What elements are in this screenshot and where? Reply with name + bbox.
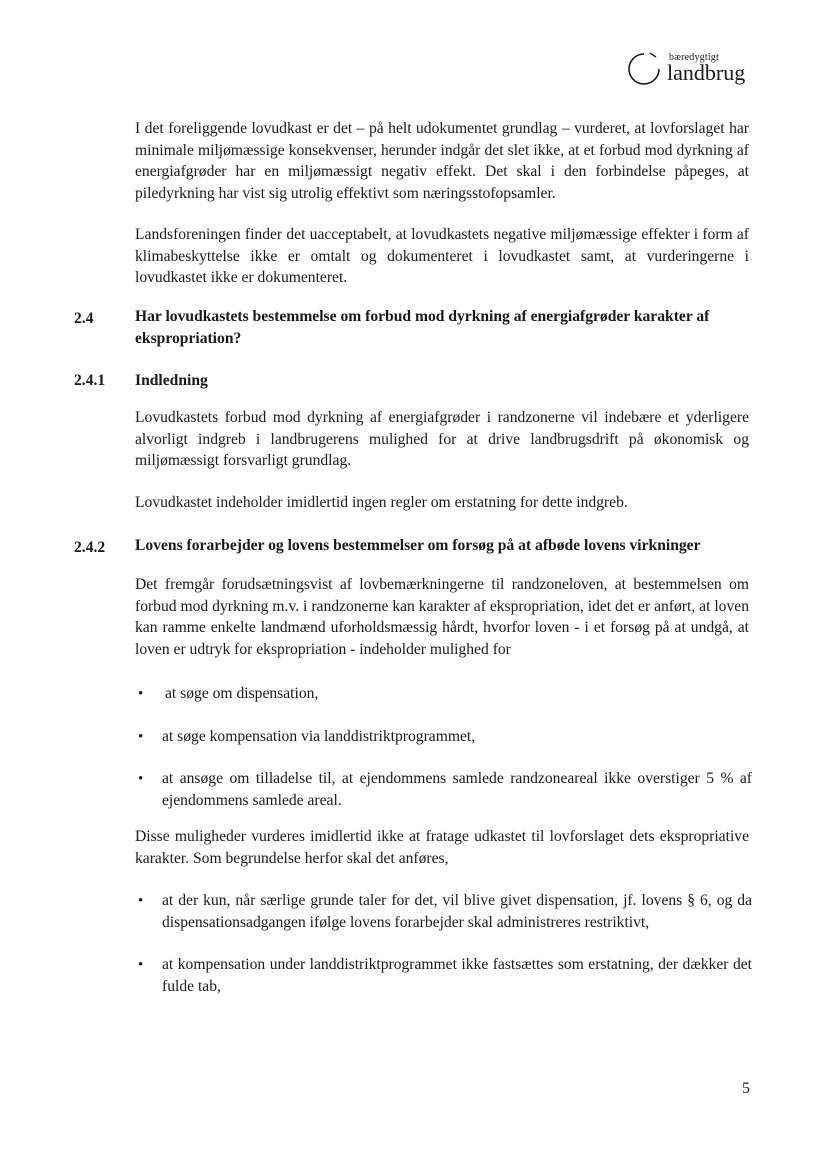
paragraph-ban-intervention: Lovudkastets forbud mod dyrkning af energiafgrøder i randzonerne vil indebære et yderligere alvorligt indgreb i landbrugerens mulighed for at drive landbrugsdrift på økonomisk og miljømæssigt forsvarligt grundlag. (135, 409, 749, 469)
section-number-2-4: 2.4 (74, 310, 94, 327)
paragraph-expropriative-character: Disse muligheder vurderes imidlertid ikke at fratage udkastet til lovforslaget dets ekspropriative karakter. Som begrundelse herfor skal det anføres, (135, 828, 749, 867)
section-number-2-4-2: 2.4.2 (74, 539, 106, 556)
section-heading-2-4-2: Lovens forarbejder og lovens bestemmelser om forsøg på at afbøde lovens virkninger (135, 537, 701, 554)
section-heading-2-4-1: Indledning (135, 372, 208, 389)
logo-ring-icon (622, 48, 666, 88)
bullet-item-restrictive-dispensation: at der kun, når særlige grunde taler for det, vil blive givet dispensation, jf. lovens § 6, og da dispensationsadgangen ifølge lovens forarbejder skal administreres restriktivt, (162, 892, 752, 931)
paragraph-preparatory-works: Det fremgår forudsætningsvist af lovbemærkningerne til randzoneloven, at bestemmelsen om forbud mod dyrkning m.v. i randzonerne kan karakter af ekspropriation, idet det er anført, at loven kan ramme enkelte landmænd uforholdsmæssig hårdt, hvorfor loven - i et forsøg på at undgå, at loven er udtryk for ekspropriation - indeholder mulighed for (135, 576, 749, 658)
logo (622, 46, 752, 90)
bullet-marker: • (138, 893, 144, 909)
page-number: 5 (742, 1080, 750, 1097)
logo-wordmark: landbrug (667, 60, 746, 85)
section-number-2-4-1: 2.4.1 (74, 372, 106, 389)
bullet-item-partial-compensation: at kompensation under landdistriktprogrammet ikke fastsættes som erstatning, der dækker det fulde tab, (162, 956, 752, 995)
bullet-marker: • (138, 957, 144, 973)
section-heading-2-4: Har lovudkastets bestemmelse om forbud mod dyrkning af energiafgrøder karakter af ekspropriation? (135, 308, 710, 347)
paragraph-landsforeningen-position: Landsforeningen finder det uacceptabelt, at lovudkastets negative miljømæssige effekter i form af klimabeskyttelse ikke er omtalt og dokumenteret i lovudkastet samt, at vurderingerne i lovudkastet ikke er dokumenteret. (135, 226, 749, 286)
bullet-item-compensation: at søge kompensation via landdistriktprogrammet, (162, 728, 476, 745)
bullet-item-permission: at ansøge om tilladelse til, at ejendommens samlede randzoneareal ikke overstiger 5 % af ejendommens samlede areal. (162, 770, 752, 809)
bullet-item-dispensation: at søge om dispensation, (165, 685, 319, 702)
bullet-marker: • (138, 729, 144, 745)
paragraph-environment-consequences: I det foreliggende lovudkast er det – på helt udokumentet grundlag – vurderet, at lovforslaget har minimale miljømæssige konsekvenser, herunder indgår det slet ikke, at et forbud mod dyrkning af energiafgrøder har en miljømæssigt negativ effekt. Det skal i den forbindelse påpeges, at piledyrkning har vist sig utrolig effektivt som næringsstofopsamler. (135, 120, 749, 202)
paragraph-no-compensation-rules: Lovudkastet indeholder imidlertid ingen regler om erstatning for dette indgreb. (135, 494, 628, 511)
bullet-marker: • (138, 771, 144, 787)
bullet-marker: • (138, 686, 144, 702)
logo-tagline: bæredygtigt (669, 52, 719, 63)
